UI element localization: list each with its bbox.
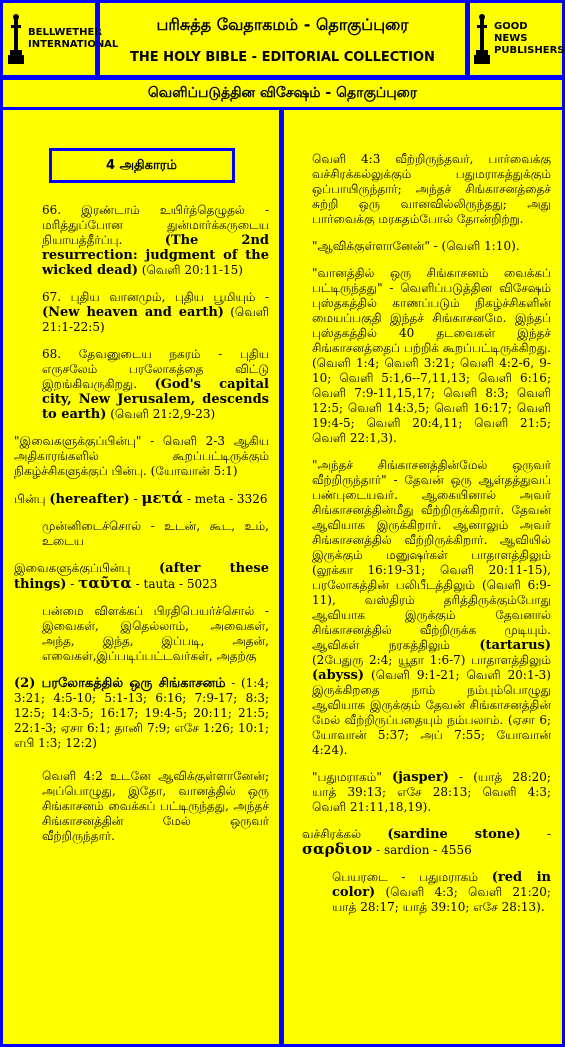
word-after-these-greek: ταῦτα (78, 574, 132, 592)
word-after-these (14, 561, 269, 592)
seated-note-text-c: (வெளி 9:1-21; வெளி 20:1-3) இருக்கிறதை நாம் நம்பும்பொழுது ஆவியாக இருக்கும் தேவன் சிங்காசனத்தின் மேல் வீற்றிருப்பதையும் நம்பலாம். (ஏசா 6; யோவான் 5:37; அப் 7:55; யோவான் 4:24). (312, 668, 551, 757)
column-divider (279, 110, 284, 1047)
bellwether-logo-text: BELLWETHER INTERNATIONAL (28, 27, 119, 50)
seated-note-tartarus: (tartarus) (479, 638, 551, 653)
section-67 (14, 290, 269, 335)
word-hereafter-greek: μετά (141, 489, 184, 507)
jasper-note-english: (jasper) (391, 770, 449, 785)
seated-note (296, 458, 551, 758)
header-title-box (97, 0, 468, 78)
subtitle-bar (0, 77, 565, 110)
jasper-note-tamil: "பதுமராகம்" (312, 770, 382, 784)
section-68-english: (God's capital city, New Jerusalem, descends to earth) (42, 377, 269, 422)
throne-note: "வானத்தில் ஒரு சிங்காசனம் வைக்கப் பட்டிருந்தது" - வெளிப்படுத்தின விசேஷம் புஸ்தகத்தில் காணப்படும் நிகழ்ச்சிகளின் மையப்பகுதி இந்தச் சிங்காசனமே. இந்தப் புஸ்தகத்தில் 40 தடவைகள் இந்தச் சிங்காசனத்தைப் பற்றிக் கூறப்பட்டிருக்கிறது. (வெளி 1:4; வெளி 3:21; வெளி 4:2-6, 9-10; வெளி 5:1,6--7,11,13; வெளி 6:16; வெளி 7:9-11,15,17; வெளி 8:3; வெளி 12:5; வெளி 14:3,5; வெளி 16:17; வெளி 19:4-5; வெளி 20:4,11; வெளி 21:5; வெளி 22:1,3). (312, 266, 551, 445)
after-these-paragraph: "இவைகளுக்குப்பின்பு" - வெளி 2-3 ஆகிய அதிகாரங்களில் கூறப்பட்டிருக்கும் நிகழ்ச்சிகளுக்குப் பின்பு. (யோவான் 5:1) (14, 434, 269, 478)
word-hereafter-definition: முன்னிடைச்சொல் - உடன், கூட, உம், உடைய (42, 519, 269, 548)
left-column (14, 138, 269, 856)
spirit-note: "ஆவிக்குள்ளானேன்" - (வெளி 1:10). (312, 239, 520, 253)
word-sardine (296, 827, 551, 858)
section-2-refs: - (1:4; 3:21; 4:5-10; 5:1-13; 6:16; 7:9-17; 8:3; 12:5; 14:3-5; 16:17; 19:4-5; 20:11; 21:5; 22:1-3; ஏசா 6:1; தானி 7:9; எசே 1:26; 10:1; எபி 1:3; 12:2) (14, 676, 269, 750)
word-sardine-definition (296, 870, 551, 915)
section-67-english: (New heaven and earth) (42, 305, 224, 320)
word-hereafter-translit: - meta - 3326 (186, 492, 268, 506)
seated-note-abyss: (abyss) (312, 668, 365, 683)
right-column (296, 152, 551, 927)
section-66-text: 66. இரண்டாம் உயிர்த்தெழுதல் - மரித்துப்போன துன்மார்க்கருடைய நியாயத்தீர்ப்பு. (42, 203, 269, 247)
subtitle: வெளிப்படுத்தின விசேஷம் - தொகுப்புரை (147, 85, 418, 101)
section-66 (14, 203, 269, 278)
word-sardine-dash: - (546, 827, 551, 841)
word-after-these-english: (after these things) (14, 561, 269, 592)
section-2 (14, 676, 269, 751)
section-67-ref: (வெளி 21:1-22:5) (42, 305, 269, 334)
word-sardine-def-refs: (வெளி 4:3; வெளி 21:20; யாத் 28:17; யாத் 39:10; எசே 28:13). (332, 885, 551, 914)
word-after-these-tamil: இவைகளுக்குப்பின்பு (14, 561, 131, 575)
bellwether-logo (0, 0, 119, 78)
section-67-text: 67. புதிய வானமும், புதிய பூமியும் - (42, 290, 269, 304)
seated-note-text-a: "அந்தச் சிங்காசனத்தின்மேல் ஒருவர் வீற்றிருந்தார்" - தேவன் ஒரு ஆள்தத்துவப் பண்புடையவர். ஆகையினால் அவர் சிங்காசனத்தின்மீது வீற்றிருக்கிறார். தேவன் ஆவியாக இருக்கிறார். ஆனாலும் அவர் சிங்காசனத்தில் வீற்றிருக்கிறார். ஆவியில் இருக்கும் மனுஷர்கள் பாதாளத்திலும் (லூக்கா 16:19-31; வெளி 20:11-15), பரலோகத்தின் பலிபீடத்திலும் (வெளி 6:9-11), வஸ்திரம் தரித்திருக்கும்போது ஆவியாக இருக்கும் தேவனால் சிங்காசனத்தில் வீற்றிருக்க முடியும். ஆவிகள் நரகத்திலும் (312, 458, 551, 652)
word-sardine-def-tamil: பெயரடை - பதுமராகம் (332, 870, 479, 884)
verse-4-3: வெளி 4:3 வீற்றிருந்தவர், பார்வைக்கு வச்சிரக்கல்லுக்கும் பதுமராகத்துக்கும் ஒப்பாயிருந்தார்; அந்தச் சிங்காசனத்தைச் சுற்றி ஒரு வானவில்லிருந்தது; அது பார்வைக்கு மரகதம்போல் தோன்றிற்று. (312, 152, 551, 226)
section-66-english: (The 2nd resurrection: judgment of the wicked dead) (42, 233, 269, 278)
word-after-these-translit: - tauta - 5023 (135, 577, 218, 591)
word-sardine-translit: - sardion - 4556 (376, 843, 472, 857)
good-news-logo-text: GOOD NEWS PUBLISHERS (494, 21, 565, 56)
word-hereafter-tamil: பின்பு (14, 492, 46, 506)
verse-4-2: வெளி 4:2 உடனே ஆவிக்குள்ளானேன்; அப்பொழுது, இதோ, வானத்தில் ஒரு சிங்காசனம் வைக்கப் பட்டிருந்தது, அந்தச் சிங்காசனத்தின் மேல் ஒருவர் வீற்றிருந்தார். (42, 769, 269, 843)
word-sardine-english: (sardine stone) (387, 827, 521, 842)
section-2-heading: (2) பரலோகத்தில் ஒரு சிங்காசனம் (14, 676, 226, 691)
word-hereafter (14, 491, 269, 507)
seated-note-text-b: (2பேதுரு 2:4; யூதா 1:6-7) பாதாளத்திலும் (312, 653, 551, 667)
good-news-logo (467, 0, 565, 78)
word-hereafter-dash: - (133, 492, 138, 506)
word-sardine-def-english: (red in color) (332, 870, 551, 900)
word-sardine-tamil: வச்சிரக்கல் (302, 827, 362, 841)
word-hereafter-english: (hereafter) (49, 492, 130, 507)
word-sardine-greek: σαρδιον (302, 840, 373, 858)
statue-icon (8, 13, 24, 65)
tamil-title: பரிசுத்த வேதாகமம் - தொகுப்புரை (156, 15, 409, 34)
english-title: THE HOLY BIBLE - EDITORIAL COLLECTION (130, 50, 435, 65)
word-after-these-dash: - (70, 577, 75, 591)
chapter-box: 4 அதிகாரம் (49, 148, 235, 183)
section-68 (14, 347, 269, 422)
statue-icon (474, 13, 490, 65)
section-68-ref: (வெளி 21:2,9-23) (110, 407, 216, 421)
jasper-note (296, 770, 551, 815)
word-after-these-definition: பன்மை விளக்கப் பிரதிபெயர்ச்சொல் - இவைகள், இதெல்லாம், அவைகள், அந்த, இந்த, இப்படி, அதன், எவைகள்,இப்படிப்பட்டவர்கள், அதற்கு (42, 604, 269, 663)
jasper-note-refs: - (யாத் 28:20; யாத் 39:13; எசே 28:13; வெளி 4:3; வெளி 21:11,18,19). (312, 770, 551, 814)
section-68-text: 68. தேவனுடைய நகரம் - புதிய எருசலேம் பரலோகத்தை விட்டு இறங்கிவருகிறது. (42, 347, 269, 391)
section-66-ref: (வெளி 20:11-15) (141, 263, 243, 277)
